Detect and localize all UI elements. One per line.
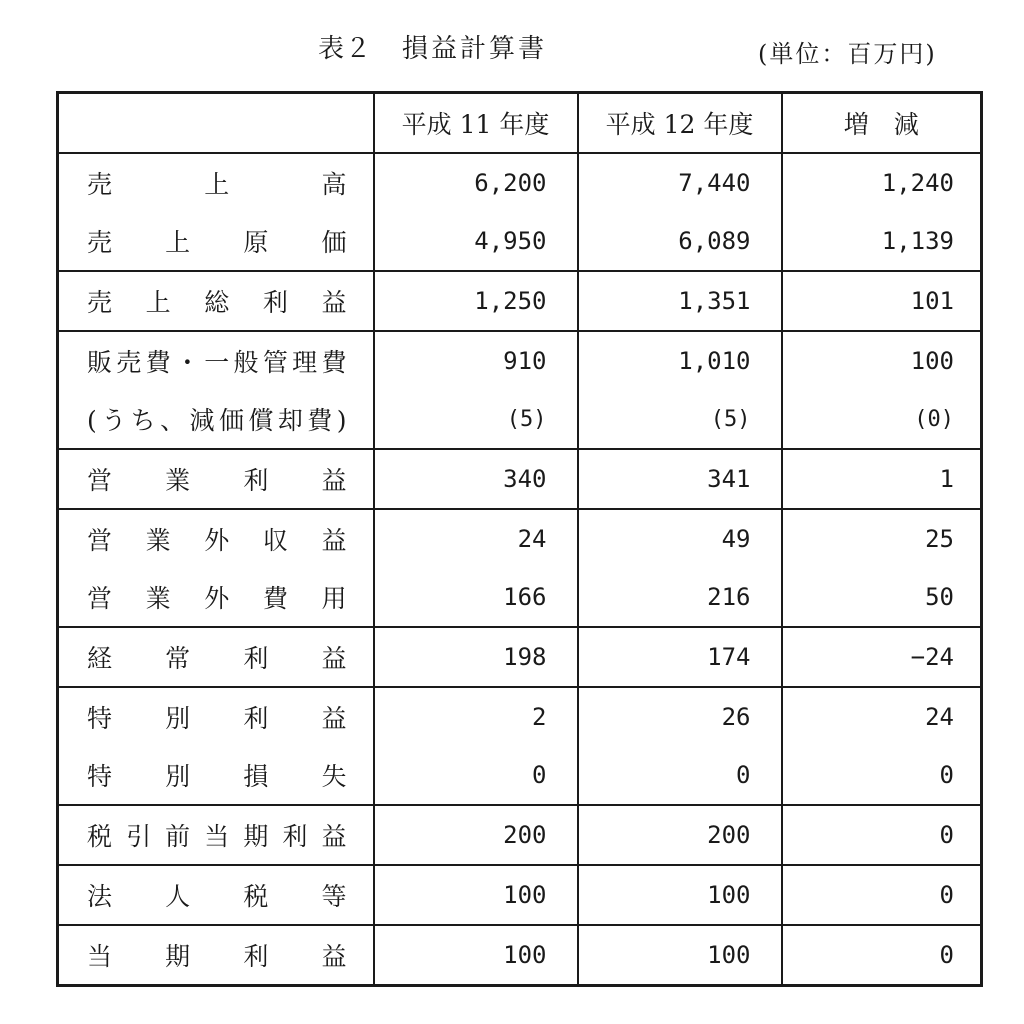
row-label: 売上高	[58, 153, 374, 212]
cell-fy12: 7,440	[578, 153, 782, 212]
cell-fy12: 26	[578, 687, 782, 746]
cell-fy11: 6,200	[374, 153, 578, 212]
table-number: 表２	[318, 34, 373, 64]
row-label: 法人税等	[58, 865, 374, 925]
header-fy12: 平成 12 年度	[578, 93, 782, 154]
cell-change: 0	[782, 746, 982, 805]
row-label: 営業利益	[58, 449, 374, 509]
cell-fy11: 200	[374, 805, 578, 865]
table-row	[58, 449, 982, 509]
cell-fy12: 341	[578, 449, 782, 509]
cell-fy11: 910	[374, 331, 578, 390]
cell-fy11: 1,250	[374, 271, 578, 331]
cell-fy11: 100	[374, 865, 578, 925]
row-label: 経常利益	[58, 627, 374, 687]
table-row	[58, 925, 982, 986]
cell-change: 1,240	[782, 153, 982, 212]
header-fy11: 平成 11 年度	[374, 93, 578, 154]
cell-fy11: 0	[374, 746, 578, 805]
cell-change: 101	[782, 271, 982, 331]
cell-change: −24	[782, 627, 982, 687]
table-row	[58, 509, 982, 568]
row-label: (うち、減価償却費)	[58, 390, 374, 449]
header-change: 増 減	[782, 93, 982, 154]
table-row	[58, 568, 982, 627]
cell-change: 1,139	[782, 212, 982, 271]
cell-fy12: 100	[578, 865, 782, 925]
cell-fy11: 340	[374, 449, 578, 509]
row-label: 特別利益	[58, 687, 374, 746]
cell-fy11: 4,950	[374, 212, 578, 271]
cell-change: 1	[782, 449, 982, 509]
table-row	[58, 627, 982, 687]
cell-change: 50	[782, 568, 982, 627]
table-row	[58, 746, 982, 805]
header-blank	[58, 93, 374, 154]
row-label: 売上総利益	[58, 271, 374, 331]
statement-name: 損益計算書	[402, 34, 548, 64]
cell-fy11: (5)	[374, 390, 578, 449]
cell-fy12: 1,351	[578, 271, 782, 331]
cell-fy12: (5)	[578, 390, 782, 449]
cell-fy11: 2	[374, 687, 578, 746]
table-row	[58, 212, 982, 271]
cell-change: (0)	[782, 390, 982, 449]
header-row	[58, 93, 982, 154]
income-statement-table	[56, 91, 983, 987]
row-label: 特別損失	[58, 746, 374, 805]
cell-change: 100	[782, 331, 982, 390]
row-label: 当期利益	[58, 925, 374, 986]
cell-fy12: 6,089	[578, 212, 782, 271]
cell-fy11: 100	[374, 925, 578, 986]
table-row	[58, 271, 982, 331]
cell-fy12: 0	[578, 746, 782, 805]
row-label: 販売費・一般管理費	[58, 331, 374, 390]
table-row	[58, 331, 982, 390]
table-row	[58, 153, 982, 212]
table-row	[58, 865, 982, 925]
row-label: 売上原価	[58, 212, 374, 271]
cell-change: 25	[782, 509, 982, 568]
cell-fy11: 166	[374, 568, 578, 627]
table-row	[58, 687, 982, 746]
cell-fy11: 24	[374, 509, 578, 568]
table-title	[318, 28, 547, 65]
table-row	[58, 390, 982, 449]
cell-fy12: 200	[578, 805, 782, 865]
cell-fy12: 49	[578, 509, 782, 568]
cell-change: 0	[782, 925, 982, 986]
row-label: 営業外収益	[58, 509, 374, 568]
cell-fy12: 1,010	[578, 331, 782, 390]
unit-note: (単位：百万円)	[758, 40, 937, 68]
cell-change: 0	[782, 805, 982, 865]
cell-change: 0	[782, 865, 982, 925]
table-row	[58, 805, 982, 865]
cell-fy12: 100	[578, 925, 782, 986]
cell-change: 24	[782, 687, 982, 746]
cell-fy11: 198	[374, 627, 578, 687]
row-label: 営業外費用	[58, 568, 374, 627]
row-label: 税引前当期利益	[58, 805, 374, 865]
cell-fy12: 216	[578, 568, 782, 627]
cell-fy12: 174	[578, 627, 782, 687]
